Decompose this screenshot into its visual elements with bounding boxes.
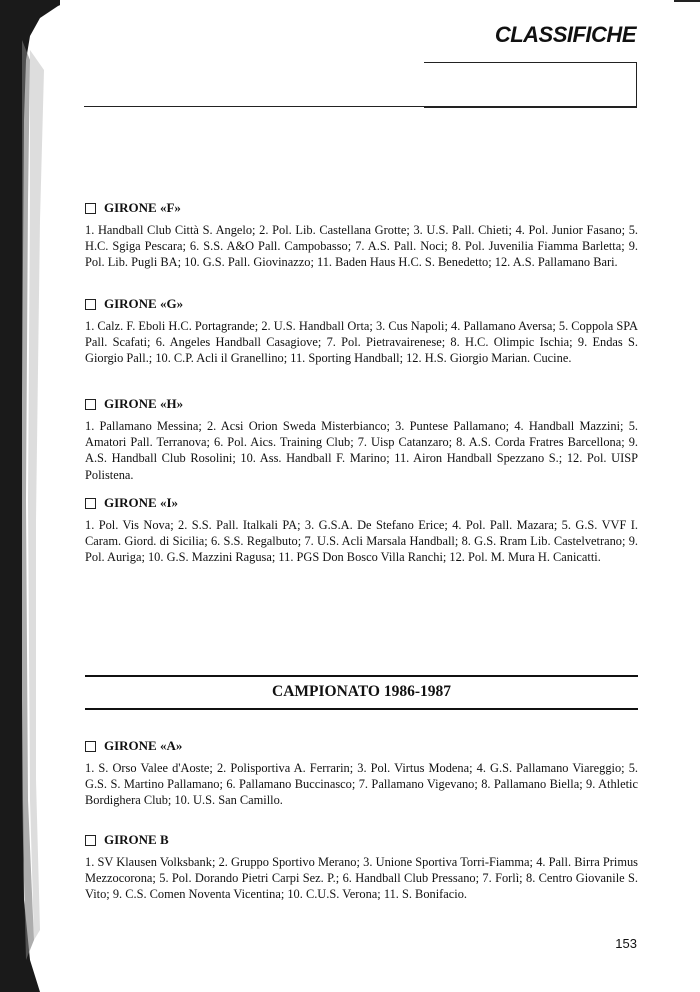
book-spine-shadow	[0, 0, 60, 992]
page-number: 153	[615, 936, 637, 951]
girone-f-title: GIRONE «F»	[104, 200, 181, 215]
header-rule	[84, 106, 637, 107]
girone-a-heading	[85, 738, 638, 754]
girone-f-standings: 1. Handball Club Città S. Angelo; 2. Pol. Lib. Castellana Grotte; 3. U.S. Pall. Chieti; 4. Pol. Junior Fasano; 5. H.C. Sgiga Pescara; 6. S.S. A&O Pall. Campobasso; 7. A.S. Pall. Noci; 8. Pol. Juvenilia Fiamma Barletta; 9. Pol. Lib. Pugli BA; 10. G.S. Pall. Giovinazzo; 11. Baden Haus H.C. S. Benedetto; 12. A.S. Pallamano Bari.	[85, 223, 638, 270]
girone-h-section	[85, 396, 638, 483]
girone-i-title: GIRONE «I»	[104, 495, 179, 510]
header-bracket-box	[424, 62, 637, 108]
girone-i-standings: 1. Pol. Vis Nova; 2. S.S. Pall. Italkali PA; 3. G.S.A. De Stefano Erice; 4. Pol. Pall. Mazara; 5. G.S. VVF I. Caram. Giord. di Sicilia; 6. S.S. Regalbuto; 7. U.S. Acli Marsala Handball; 8. G.S. Rram Lib. Castelvetrano; 9. Pol. Auriga; 10. G.S. Mazzini Ragusa; 11. PGS Don Bosco Villa Ranchi; 12. Pol. M. Mura H. Canicatti.	[85, 518, 638, 565]
girone-f-heading	[85, 200, 638, 216]
girone-b-standings: 1. SV Klausen Volksbank; 2. Gruppo Sportivo Merano; 3. Unione Sportiva Torri-Fiamma; 4. Pall. Birra Primus Mezzocorona; 5. Pol. Dorando Pietri Carpi Sez. P.; 6. Handball Club Pressano; 7. Forlì; 8. Centro Giovanile S. Vito; 9. C.S. Comen Noventa Vicentina; 10. C.U.S. Verona; 11. S. Bonifacio.	[85, 855, 638, 902]
checkbox-icon	[85, 399, 96, 410]
checkbox-icon	[85, 835, 96, 846]
campionato-bottom-rule	[85, 708, 638, 710]
girone-h-heading	[85, 396, 638, 412]
header-top-rule	[674, 0, 700, 2]
girone-a-section	[85, 738, 638, 809]
girone-g-section	[85, 296, 638, 367]
girone-b-title: GIRONE B	[104, 832, 169, 847]
girone-h-title: GIRONE «H»	[104, 396, 184, 411]
girone-i-heading	[85, 495, 638, 511]
girone-f-section	[85, 200, 638, 271]
girone-a-standings: 1. S. Orso Valee d'Aoste; 2. Polisportiva A. Ferrarin; 3. Pol. Virtus Modena; 4. G.S. Pallamano Viareggio; 5. G.S. S. Martino Pallamano; 6. Pallamano Buccinasco; 7. Pallamano Vigevano; 8. Pallamano Biella; 9. Athletic Bordighera Club; 10. U.S. San Camillo.	[85, 761, 638, 808]
campionato-top-rule	[85, 675, 638, 677]
girone-g-title: GIRONE «G»	[104, 296, 184, 311]
girone-a-title: GIRONE «A»	[104, 738, 183, 753]
checkbox-icon	[85, 741, 96, 752]
campionato-title: CAMPIONATO 1986-1987	[272, 683, 451, 700]
running-header-title: CLASSIFICHE	[494, 22, 636, 47]
girone-g-heading	[85, 296, 638, 312]
girone-g-standings: 1. Calz. F. Eboli H.C. Portagrande; 2. U.S. Handball Orta; 3. Cus Napoli; 4. Pallamano Aversa; 5. Coppola SPA Pall. Scafati; 6. Angeles Handball Casagiove; 7. Pol. Pietravairenese; 8. H.C. Olimpic Ischia; 9. Endas S. Giorgio Pall.; 10. C.P. Acli il Granellino; 11. Sporting Handball; 12. H.S. Giorgio Marian. Cucine.	[85, 319, 638, 366]
girone-h-standings: 1. Pallamano Messina; 2. Acsi Orion Sweda Misterbianco; 3. Puntese Pallamano; 4. Handball Mazzini; 5. Amatori Pall. Terranova; 6. Pol. Aics. Training Club; 7. Uisp Catanzaro; 8. A.S. Corda Fratres Barcellona; 9. A.S. Handball Club Rosolini; 10. Ass. Handball F. Marino; 11. Airon Handball Spezzano S.; 12. Pol. UISP Polistena.	[85, 419, 638, 482]
girone-b-heading	[85, 832, 638, 848]
girone-i-section	[85, 495, 638, 566]
girone-b-section	[85, 832, 638, 903]
checkbox-icon	[85, 498, 96, 509]
checkbox-icon	[85, 299, 96, 310]
checkbox-icon	[85, 203, 96, 214]
